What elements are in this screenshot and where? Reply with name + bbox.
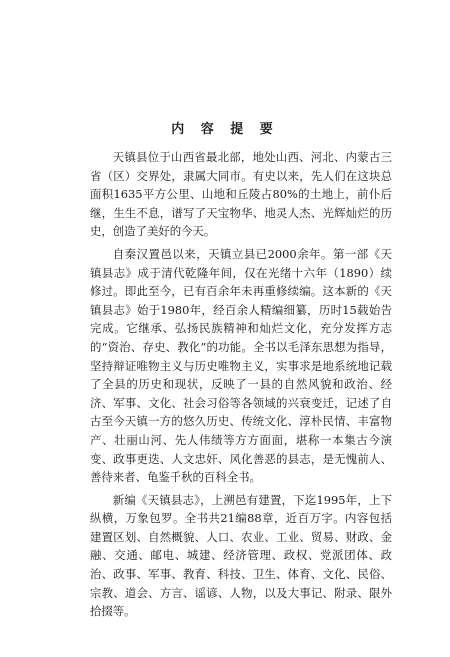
summary-body (90, 148, 392, 625)
page-title: 内 容 提 要 (171, 122, 279, 137)
paragraph-1: 天镇县位于山西省最北部，地处山西、河北、内蒙古三省（区）交界处，隶属大同市。有史以来，先人们在这块总面积1635平方公里、山地和丘陵占80%的土地上，前仆后继，生生不息，谱写了天宝物华、地灵人杰、光辉灿烂的历史，创造了美好的今天。 (90, 150, 392, 239)
paragraph-3: 新编《天镇县志》，上溯邑有建置，下迄1995年，上下纵横，万象包罗。全书共21编88章，近百万字。内容包括建置区划、自然概貌、人口、农业、工业、贸易、财政、金融、交通、邮电、城建、经济管理、政权、党派团体、政治、政事、军事、教育、科技、卫生、体育、文化、民俗、宗教、道会、方言、谣谚、人物，以及大事记、附录、限外拾掇等。 (90, 492, 392, 619)
paragraph-2: 自秦汉置邑以来，天镇立县已2000余年。第一部《天镇县志》成于清代乾隆年间，仅在光绪十六年（1890）续修过。即此至今，已有百余年未再重修续编。这本新的《天镇县志》始于1980年，经百余人精编细纂，历时15载始告完成。它继承、弘扬民族精神和灿烂文化，充分发挥方志的“资治、存史、教化”的功能。全书以毛泽东思想为指导，坚持辩证唯物主义与历史唯物主义，实事求是地系统地记载了全县的历史和现状，反映了一县的自然风貌和政治、经济、军事、文化、社会习俗等各领域的兴衰变迁，记述了自古至今天镇一方的悠久历史、传统文化、淳朴民情、丰富物产、壮丽山河、先人伟绩等方方面面，堪称一本集古今演变、政事更迭、人文忠奸、风化善恶的县志，是无愧前人、善待来者、龟鉴千秋的百科全书。 (90, 246, 392, 485)
